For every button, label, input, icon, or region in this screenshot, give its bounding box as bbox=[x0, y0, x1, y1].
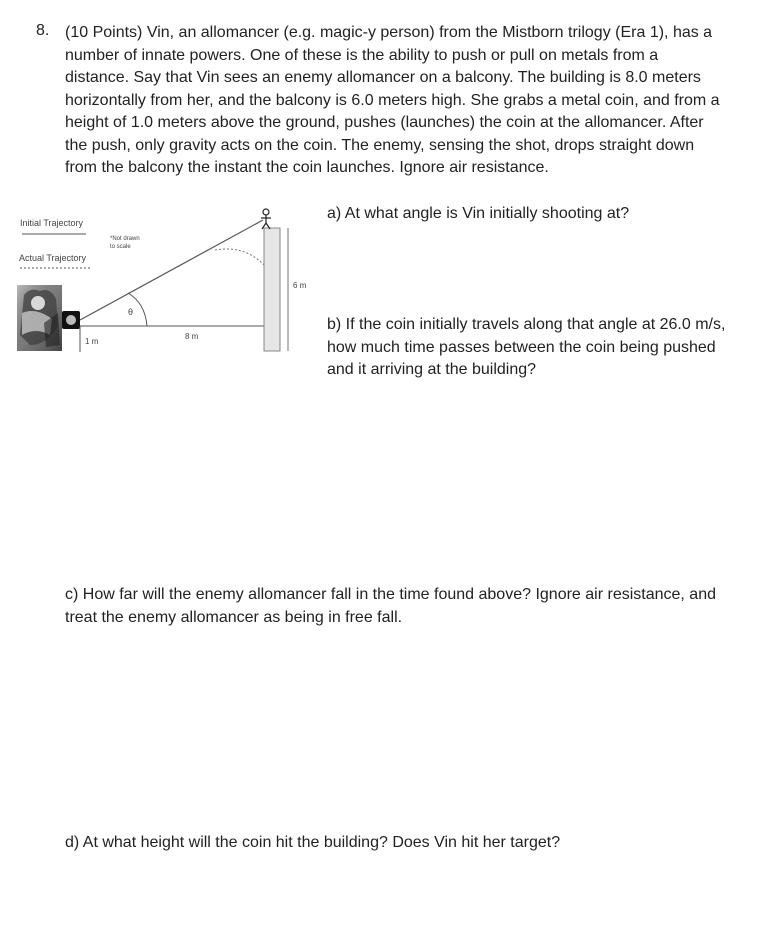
label-1m: 1 m bbox=[85, 337, 99, 346]
building bbox=[264, 228, 280, 351]
part-d-question: d) At what height will the coin hit the building? Does Vin hit her target? bbox=[65, 834, 561, 851]
legend-initial-label: Initial Trajectory bbox=[20, 218, 84, 228]
scale-note-line1: *Not drawn bbox=[110, 236, 140, 242]
coin-icon bbox=[62, 311, 80, 329]
part-c-question: c) How far will the enemy allomancer fall in the time found above? Ignore air resistance, and treat the enemy allomancer as being in free fall. bbox=[65, 586, 716, 626]
trajectory-diagram bbox=[0, 195, 320, 365]
label-6m: 6 m bbox=[293, 281, 307, 290]
stick-figure-icon bbox=[261, 209, 271, 229]
legend-actual-label: Actual Trajectory bbox=[19, 253, 87, 263]
part-a-question: a) At what angle is Vin initially shooting at? bbox=[327, 205, 630, 222]
scale-note-line2: to scale bbox=[110, 244, 131, 250]
part-b-question: b) If the coin initially travels along that angle at 26.0 m/s, how much time passes between the coin being pushed and it arriving at the building? bbox=[327, 316, 726, 378]
question-text: (10 Points) Vin, an allomancer (e.g. magic-y person) from the Mistborn trilogy (Era 1), has a number of innate powers. One of these is the ability to push or pull on metals from a distance. Say that Vin sees an enemy allomancer on a balcony. The building is 8.0 meters horizontally from her, and the balcony is 6.0 meters high. She grabs a metal coin, and from a height of 1.0 meters above the ground, pushes (launches) the coin at the allomancer. After the push, only gravity acts on the coin. The enemy, sensing the shot, drops straight down from the balcony the instant the coin launches. Ignore air resistance. bbox=[65, 24, 720, 176]
initial-trajectory-line bbox=[80, 220, 263, 320]
actual-trajectory-curve bbox=[215, 249, 264, 265]
question-number: 8. bbox=[36, 22, 50, 39]
label-8m: 8 m bbox=[185, 332, 199, 341]
vin-portrait-icon bbox=[17, 285, 62, 351]
label-theta: θ bbox=[128, 307, 134, 317]
